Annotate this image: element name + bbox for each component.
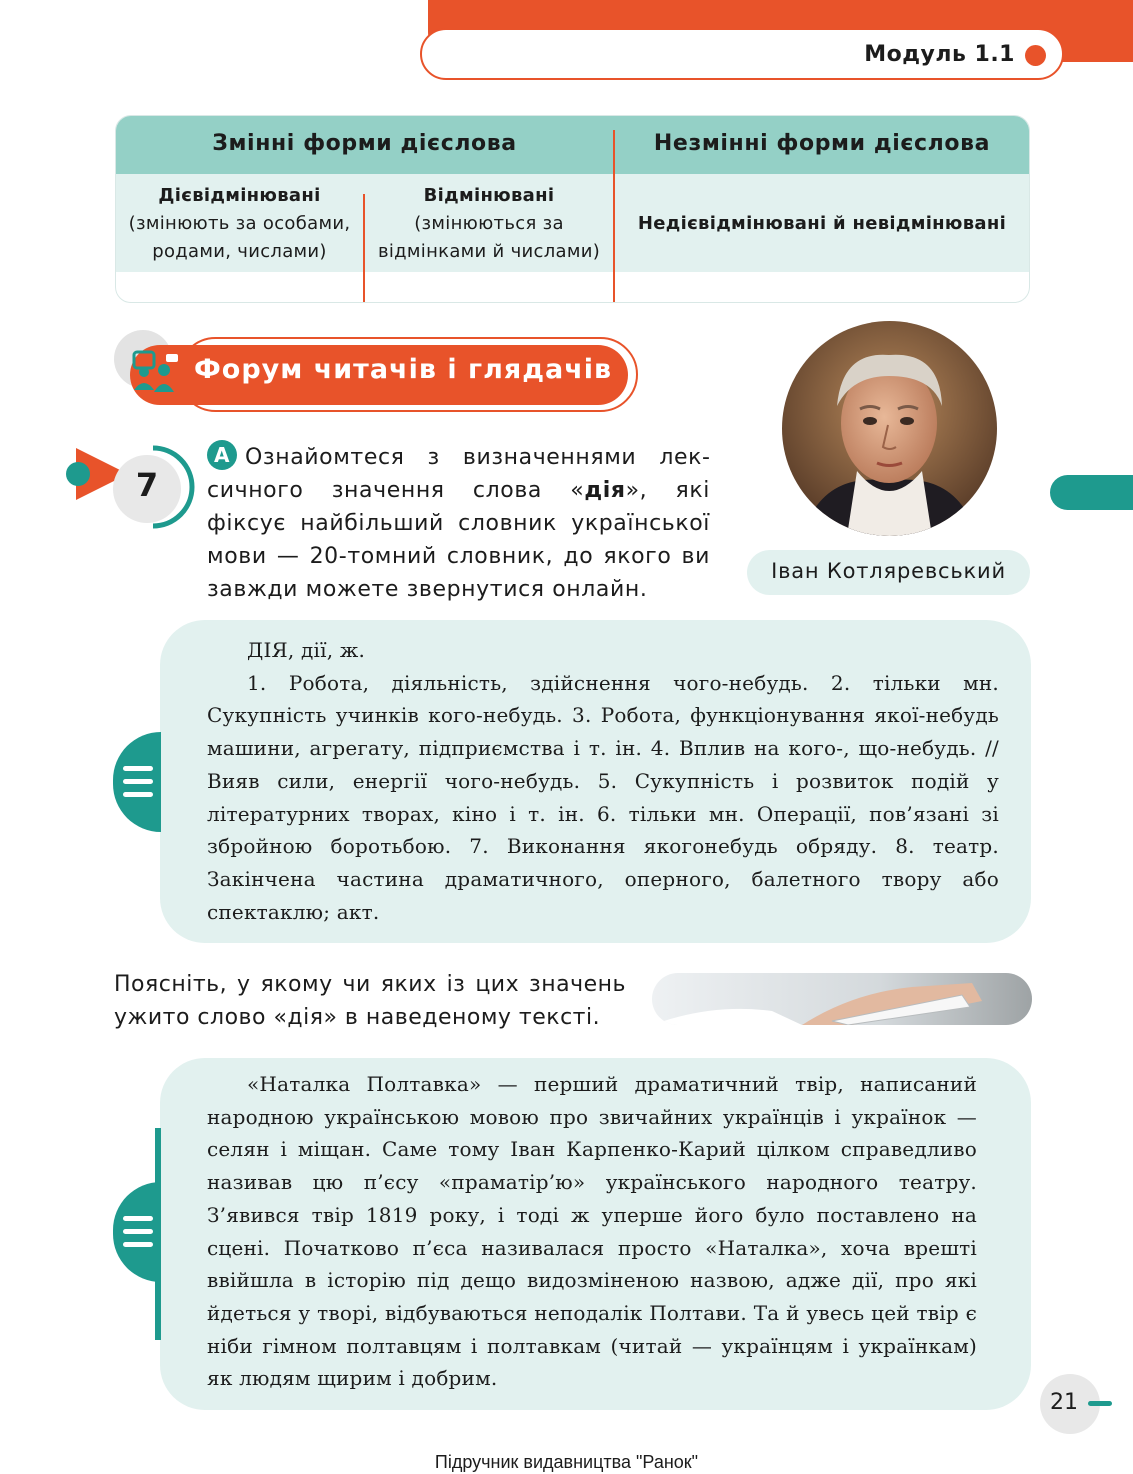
cell-title: Відмінювані [423,185,555,206]
cell-line: (змінюють за особами, [128,213,351,234]
task-badge: А [207,440,237,470]
task-text-end: », які фіксує найбільший словник української мови — 20-томний словник, до якого ви завжди можете звернутися онлайн. [207,478,710,602]
passage-paragraph: «Наталка Полтавка» — перший драматичний твір, написаний народною українською мовою про звичайних українців і українок — селян і міщан. Саме тому Іван Карпенко-Карий цілком справедливо називав цю п’єсу «праматір’ю» українського народного театру. З’явився твір 1819 року, і тоді ж уперше його було поставлено на сцені. Початково п’єса називалася просто «Наталка», хоча врешті ввійшла в історію під дещо видозміненою назвою, адже дії, про які йдеться у творі, відбуваються неподалік Полтави. Та й увесь цей твір є ніби гімном полтавцям і полтавкам (читай — українцям і українкам) як людям щирим і добрим. [207,1072,977,1391]
forum-people-icon [130,348,182,394]
task-keyword: дія [584,478,626,503]
verb-forms-table [115,115,1030,303]
cell-line: відмінками й числами) [377,241,601,262]
task-number: 7 [135,466,159,504]
dictionary-definition [207,634,999,928]
passage-text [207,1068,977,1395]
task-text-start: Ознайомтеся з визначеннями лексичного значення слова « [207,445,710,503]
tablet-hand-photo [652,973,1032,1025]
cell-title: Дієвідмінювані [158,185,321,206]
module-label: Модуль 1.1 [864,42,1015,67]
definition-headword: ДІЯ, дії, ж. [247,638,366,662]
table-header-right: Незмінні форми дієслова [653,131,991,156]
table-cell-conjugated [116,182,363,266]
task-dot-icon [66,462,90,486]
definition-body: 1. Робота, діяльність, здійснення чого-небудь. 2. тільки мн. Сукупність учинків кого-небудь. 3. Робота, функціонування якої-небудь машини, агрегату, підприємства і т. ін. 4. Вплив на кого-, що-небудь. // Вияв сили, енергії чого-небудь. 5. Сукупність і розвиток подій у літературних творах, кіно і т. ін. 6. тільки мн. Операції, пов’язані зі збройною боротьбою. 7. Виконання якогонебудь обряду. 8. театр. Закінчена частина драматичного, оперного, балетного твору або спектаклю; акт. [207,670,999,924]
module-dot-icon [1025,45,1046,66]
table-cell-unchangeable: Недієвідмінювані й невідмінювані [637,213,1007,234]
portrait-caption: Іван Котляревський [771,559,1006,583]
text-lines-icon [113,732,161,832]
task-text [207,440,710,606]
table-cell-declined [365,182,613,266]
portrait-image [782,321,997,536]
table-header-left: Змінні форми дієслова [212,131,517,156]
cell-line: (змінюються за [414,213,564,234]
cell-line: родами, числами) [152,241,327,262]
page-number: 21 [1050,1390,1078,1415]
text-lines-icon [113,1182,161,1282]
publisher-footer: Підручник видавництва "Ранок" [434,1452,699,1472]
question-text: Поясніть, у якому чи яких із цих значень ужито слово «дія» в наведеному тексті. [114,972,626,1030]
side-bookmark-tab [1050,475,1133,510]
forum-title: Форум читачів і глядачів [194,354,613,385]
page-number-dash [1088,1401,1112,1406]
